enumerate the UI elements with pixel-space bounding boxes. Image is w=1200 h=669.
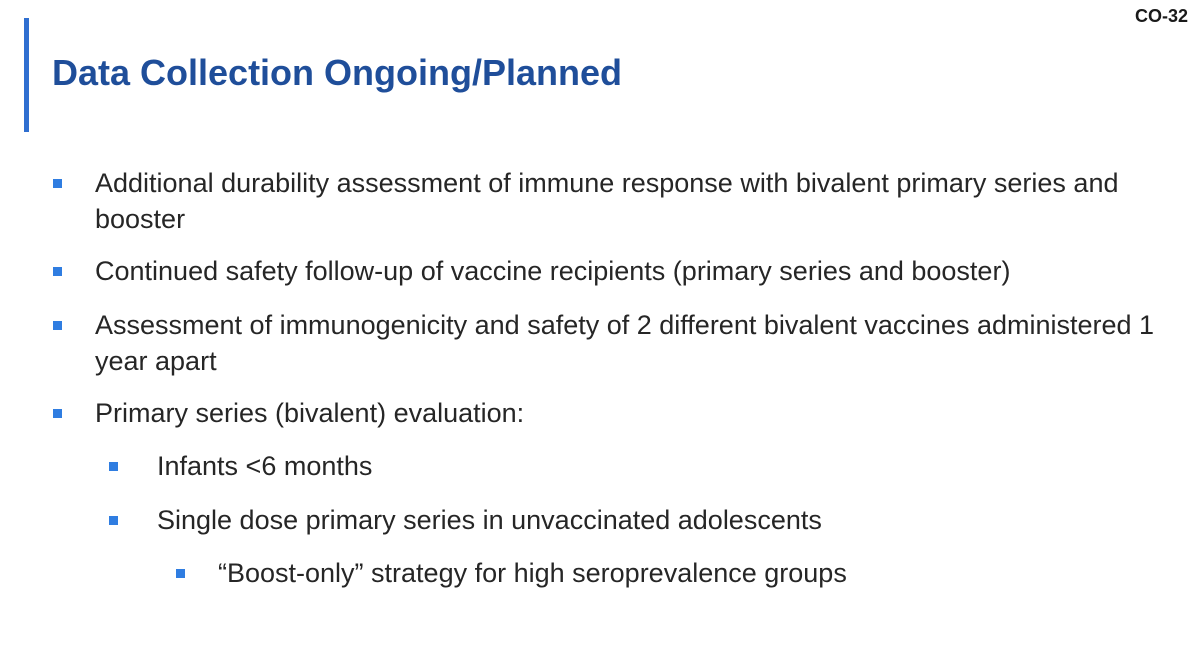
slide-number: CO-32 — [1134, 6, 1188, 26]
bullet-text: Primary series (bivalent) evaluation: — [95, 398, 525, 428]
square-bullet-icon — [109, 516, 118, 525]
slide-title: Data Collection Ongoing/Planned — [52, 52, 623, 93]
bullet-text: Assessment of immunogenicity and safety of 2 different bivalent vaccines administered 1 year apart — [95, 310, 1155, 376]
bullet-item — [95, 165, 1185, 237]
sub-sub-bullet-item — [218, 555, 1178, 591]
square-bullet-icon — [176, 569, 185, 578]
square-bullet-icon — [53, 267, 62, 276]
title-accent-bar — [24, 18, 29, 132]
bullet-text: Single dose primary series in unvaccinated adolescents — [157, 505, 822, 535]
square-bullet-icon — [109, 462, 118, 471]
bullet-item — [95, 253, 1185, 289]
bullet-text: “Boost-only” strategy for high seroprevalence groups — [218, 558, 847, 588]
bullet-text: Continued safety follow-up of vaccine recipients (primary series and booster) — [95, 256, 1011, 286]
square-bullet-icon — [53, 179, 62, 188]
bullet-item — [95, 395, 1185, 431]
square-bullet-icon — [53, 409, 62, 418]
square-bullet-icon — [53, 321, 62, 330]
bullet-text: Infants <6 months — [157, 451, 373, 481]
sub-bullet-item — [157, 502, 1177, 538]
bullet-item — [95, 307, 1185, 379]
bullet-text: Additional durability assessment of immune response with bivalent primary series and booster — [95, 168, 1119, 234]
sub-bullet-item — [157, 448, 1177, 484]
